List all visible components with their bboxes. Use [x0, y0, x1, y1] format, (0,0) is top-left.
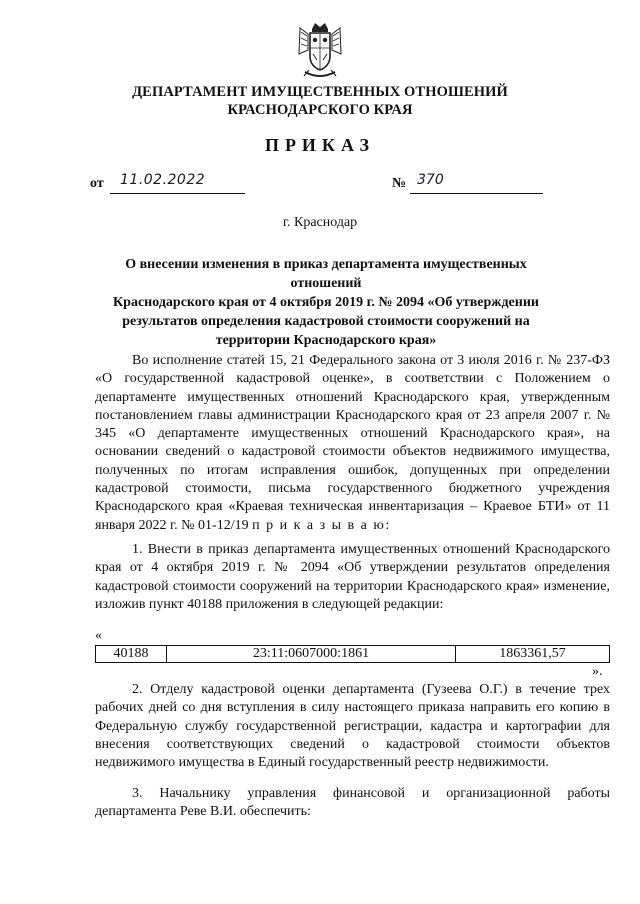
cadastral-number-cell: 23:11:0607000:1861	[167, 646, 456, 663]
number-value: 370	[417, 172, 444, 188]
number-label: №	[392, 176, 407, 191]
quote-close-mark: ».	[592, 664, 603, 679]
date-value: 11.02.2022	[120, 172, 206, 188]
department-name-line1: ДЕПАРТАМЕНТ ИМУЩЕСТВЕННЫХ ОТНОШЕНИЙ	[132, 84, 508, 100]
clause-2-paragraph: 2. Отделу кадастровой оценки департамента (Гузеева О.Г.) в течение трех рабочих дней со дня вступления в силу настоящего приказа направить его копию в Федеральную службу государственной регистрации, кадастра и картографии для внесения соответствующих сведений о кадастровой стоимости объектов недвижимого имущества в Единый государственный реестр недвижимости.	[95, 682, 610, 771]
city-line: г. Краснодар	[282, 215, 358, 230]
item-number-cell: 40188	[96, 646, 167, 663]
clause-1-paragraph: 1. Внести в приказ департамента имущественных отношений Краснодарского края от 4 октября 2019 г. № 2094 «Об утверждении результатов определения кадастровой стоимости сооружений на территории Краснодарского края» изменение, изложив пункт 40188 приложения в следующей редакции:	[95, 542, 610, 612]
quote-open-mark: «	[95, 628, 102, 643]
order-title-line: Краснодарского края от 4 октября 2019 г. № 2094 «Об утверждении	[113, 295, 539, 310]
cadastral-value-cell: 1863361,57	[456, 646, 610, 663]
coat-of-arms-icon	[295, 20, 345, 82]
order-formula: п р и к а з ы в а ю:	[252, 517, 391, 533]
order-title-line: О внесении изменения в приказ департамента имущественных отношений	[125, 257, 527, 291]
department-name-line2: КРАСНОДАРСКОГО КРАЯ	[227, 102, 413, 118]
clause-3-paragraph: 3. Начальнику управления финансовой и организационной работы департамента Реве В.И. обеспечить:	[95, 786, 610, 820]
document-type-heading: ПРИКАЗ	[264, 135, 376, 155]
date-underline	[110, 193, 245, 194]
order-title-line: результатов определения кадастровой стоимости сооружений на	[122, 314, 530, 329]
date-label: от	[90, 176, 104, 191]
order-title	[100, 255, 552, 350]
number-underline	[410, 193, 543, 194]
order-title-line: территории Краснодарского края»	[215, 333, 437, 348]
preamble-text: Во исполнение статей 15, 21 Федерального закона от 3 июля 2016 г. № 237-ФЗ «О государственной кадастровой оценке», в соответствии с Положением о департаменте имущественных отношений Краснодарского края, утвержденным постановлением главы администрации Краснодарского края от 23 апреля 2007 г. № 345 «О департаменте имущественных отношений Краснодарского края», на основании сведений о кадастровой стоимости объектов недвижимого имущества, полученных по итогам исправления ошибок, допущенных при определении кадастровой стоимости, письма государственного бюджетного учреждения Краснодарского края «Краевая техническая инвентаризация – Краевое БТИ» от 11 января 2022 г. № 01-12/19	[95, 353, 610, 533]
table-row	[96, 646, 610, 663]
preamble-paragraph	[95, 352, 610, 535]
amendment-table	[95, 645, 610, 663]
